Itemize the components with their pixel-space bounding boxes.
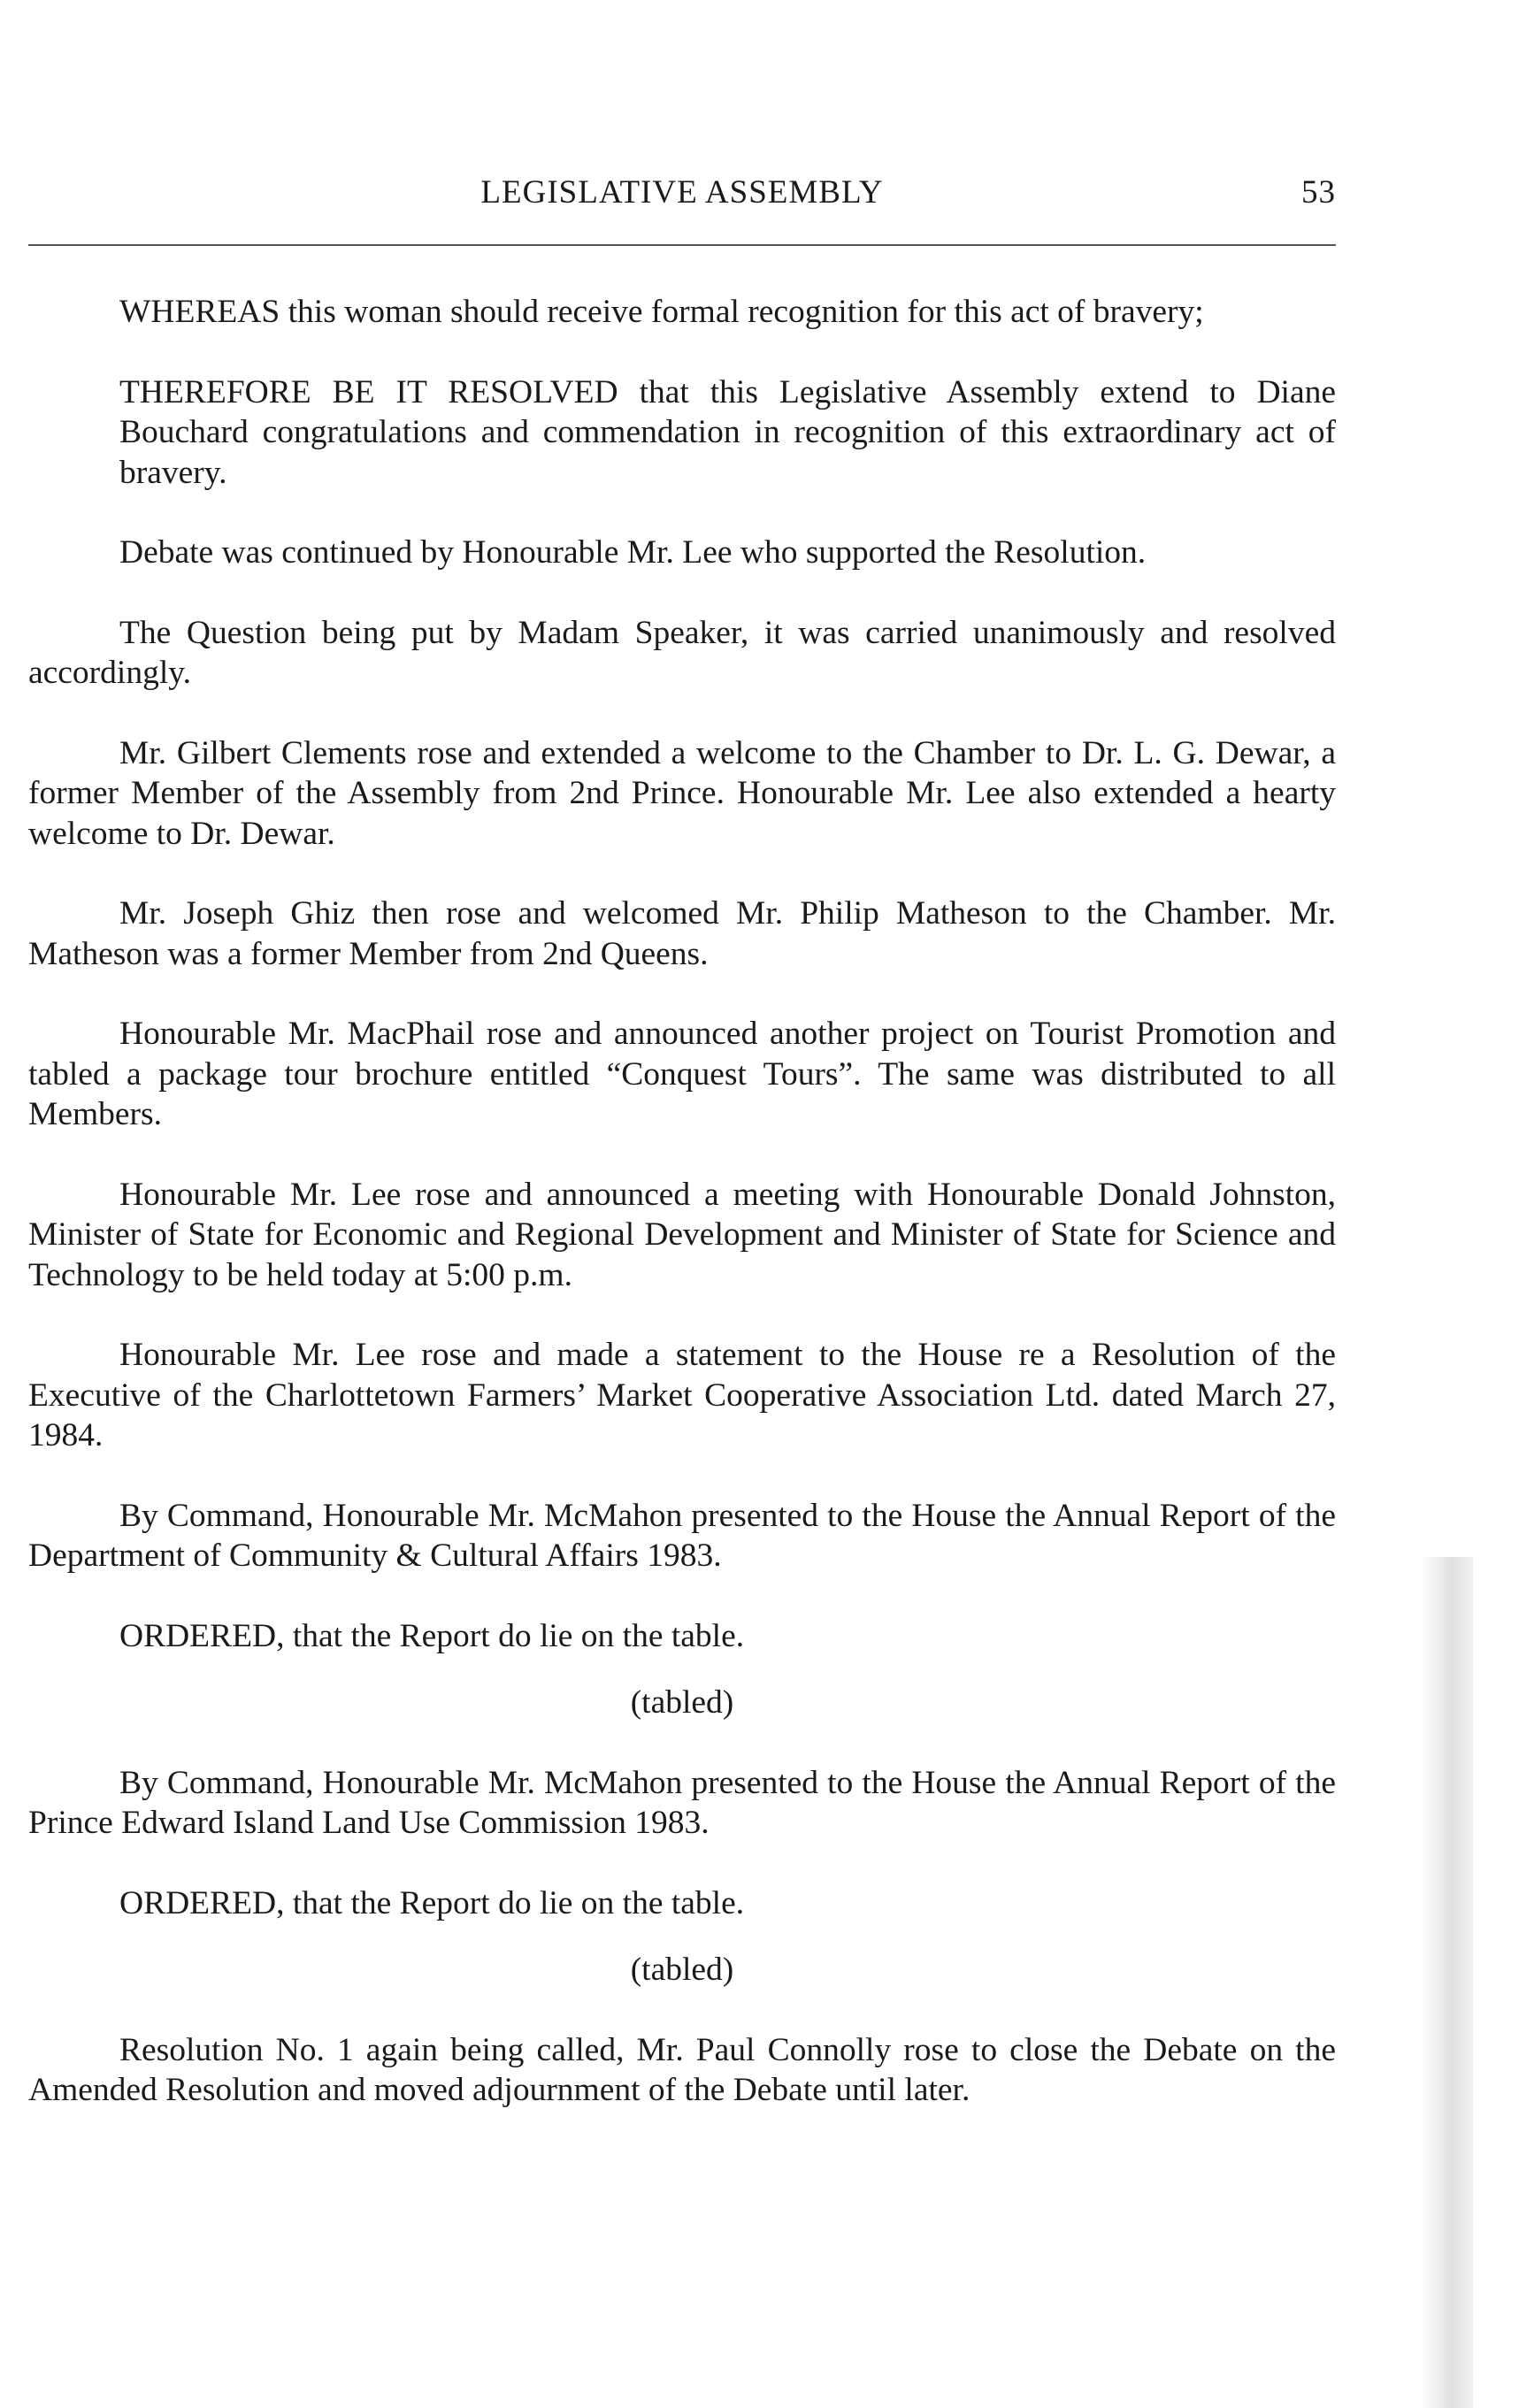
scan-edge-shadow: [1420, 1557, 1473, 2408]
welcome-matheson-paragraph: Mr. Joseph Ghiz then rose and welcomed Mr. Philip Matheson to the Chamber. Mr. Matheson was a former Member from 2nd Queens.: [28, 895, 1336, 972]
tabled-note-2: (tabled): [630, 1952, 734, 1988]
debate-continued-paragraph: Debate was continued by Honourable Mr. Lee who supported the Resolution.: [119, 534, 1147, 571]
tourist-promotion-paragraph: Honourable Mr. MacPhail rose and announced another project on Tourist Promotion and tabled a package tour brochure entitled “Conquest Tours”. The same was distributed to all Members.: [28, 1016, 1336, 1132]
whereas-clause: WHEREAS this woman should receive formal recognition for this act of bravery;: [119, 294, 1204, 330]
farmers-market-paragraph: Honourable Mr. Lee rose and made a statement to the House re a Resolution of the Executive of the Charlottetown Farmers’ Market Cooperative Association Ltd. dated March 27, 1984.: [28, 1337, 1336, 1453]
header-rule: [28, 244, 1336, 246]
page-header: [28, 173, 1336, 218]
question-paragraph: The Question being put by Madam Speaker, it was carried unanimously and resolved accordingly.: [28, 614, 1336, 691]
resolved-clause: THEREFORE BE IT RESOLVED that this Legislative Assembly extend to Diane Bouchard congratulations and commendation in recognition of this extraordinary act of bravery.: [119, 373, 1336, 491]
community-report-paragraph: By Command, Honourable Mr. McMahon presented to the House the Annual Report of the Department of Community & Cultural Affairs 1983.: [28, 1497, 1336, 1574]
page-number: 53: [1301, 174, 1336, 211]
ordered-paragraph-2: ORDERED, that the Report do lie on the table.: [119, 1884, 745, 1921]
land-use-report-paragraph: By Command, Honourable Mr. McMahon presented to the House the Annual Report of the Prince Edward Island Land Use Commission 1983.: [28, 1764, 1336, 1841]
resolution-closing-paragraph: Resolution No. 1 again being called, Mr. Paul Connolly rose to close the Debate on the Amended Resolution and moved adjournment of the Debate until later.: [28, 2031, 1336, 2108]
page-body: [28, 292, 1336, 2151]
meeting-announcement-paragraph: Honourable Mr. Lee rose and announced a meeting with Honourable Donald Johnston, Minister of State for Economic and Regional Development and Minister of State for Science and Technology to be held today at 5:00 p.m.: [28, 1176, 1336, 1293]
tabled-note-1: (tabled): [630, 1684, 734, 1721]
ordered-paragraph-1: ORDERED, that the Report do lie on the table.: [119, 1617, 745, 1654]
page-header-title: LEGISLATIVE ASSEMBLY: [480, 174, 884, 211]
welcome-dewar-paragraph: Mr. Gilbert Clements rose and extended a welcome to the Chamber to Dr. L. G. Dewar, a former Member of the Assembly from 2nd Prince. Honourable Mr. Lee also extended a hearty welcome to Dr. Dewar.: [28, 734, 1336, 852]
